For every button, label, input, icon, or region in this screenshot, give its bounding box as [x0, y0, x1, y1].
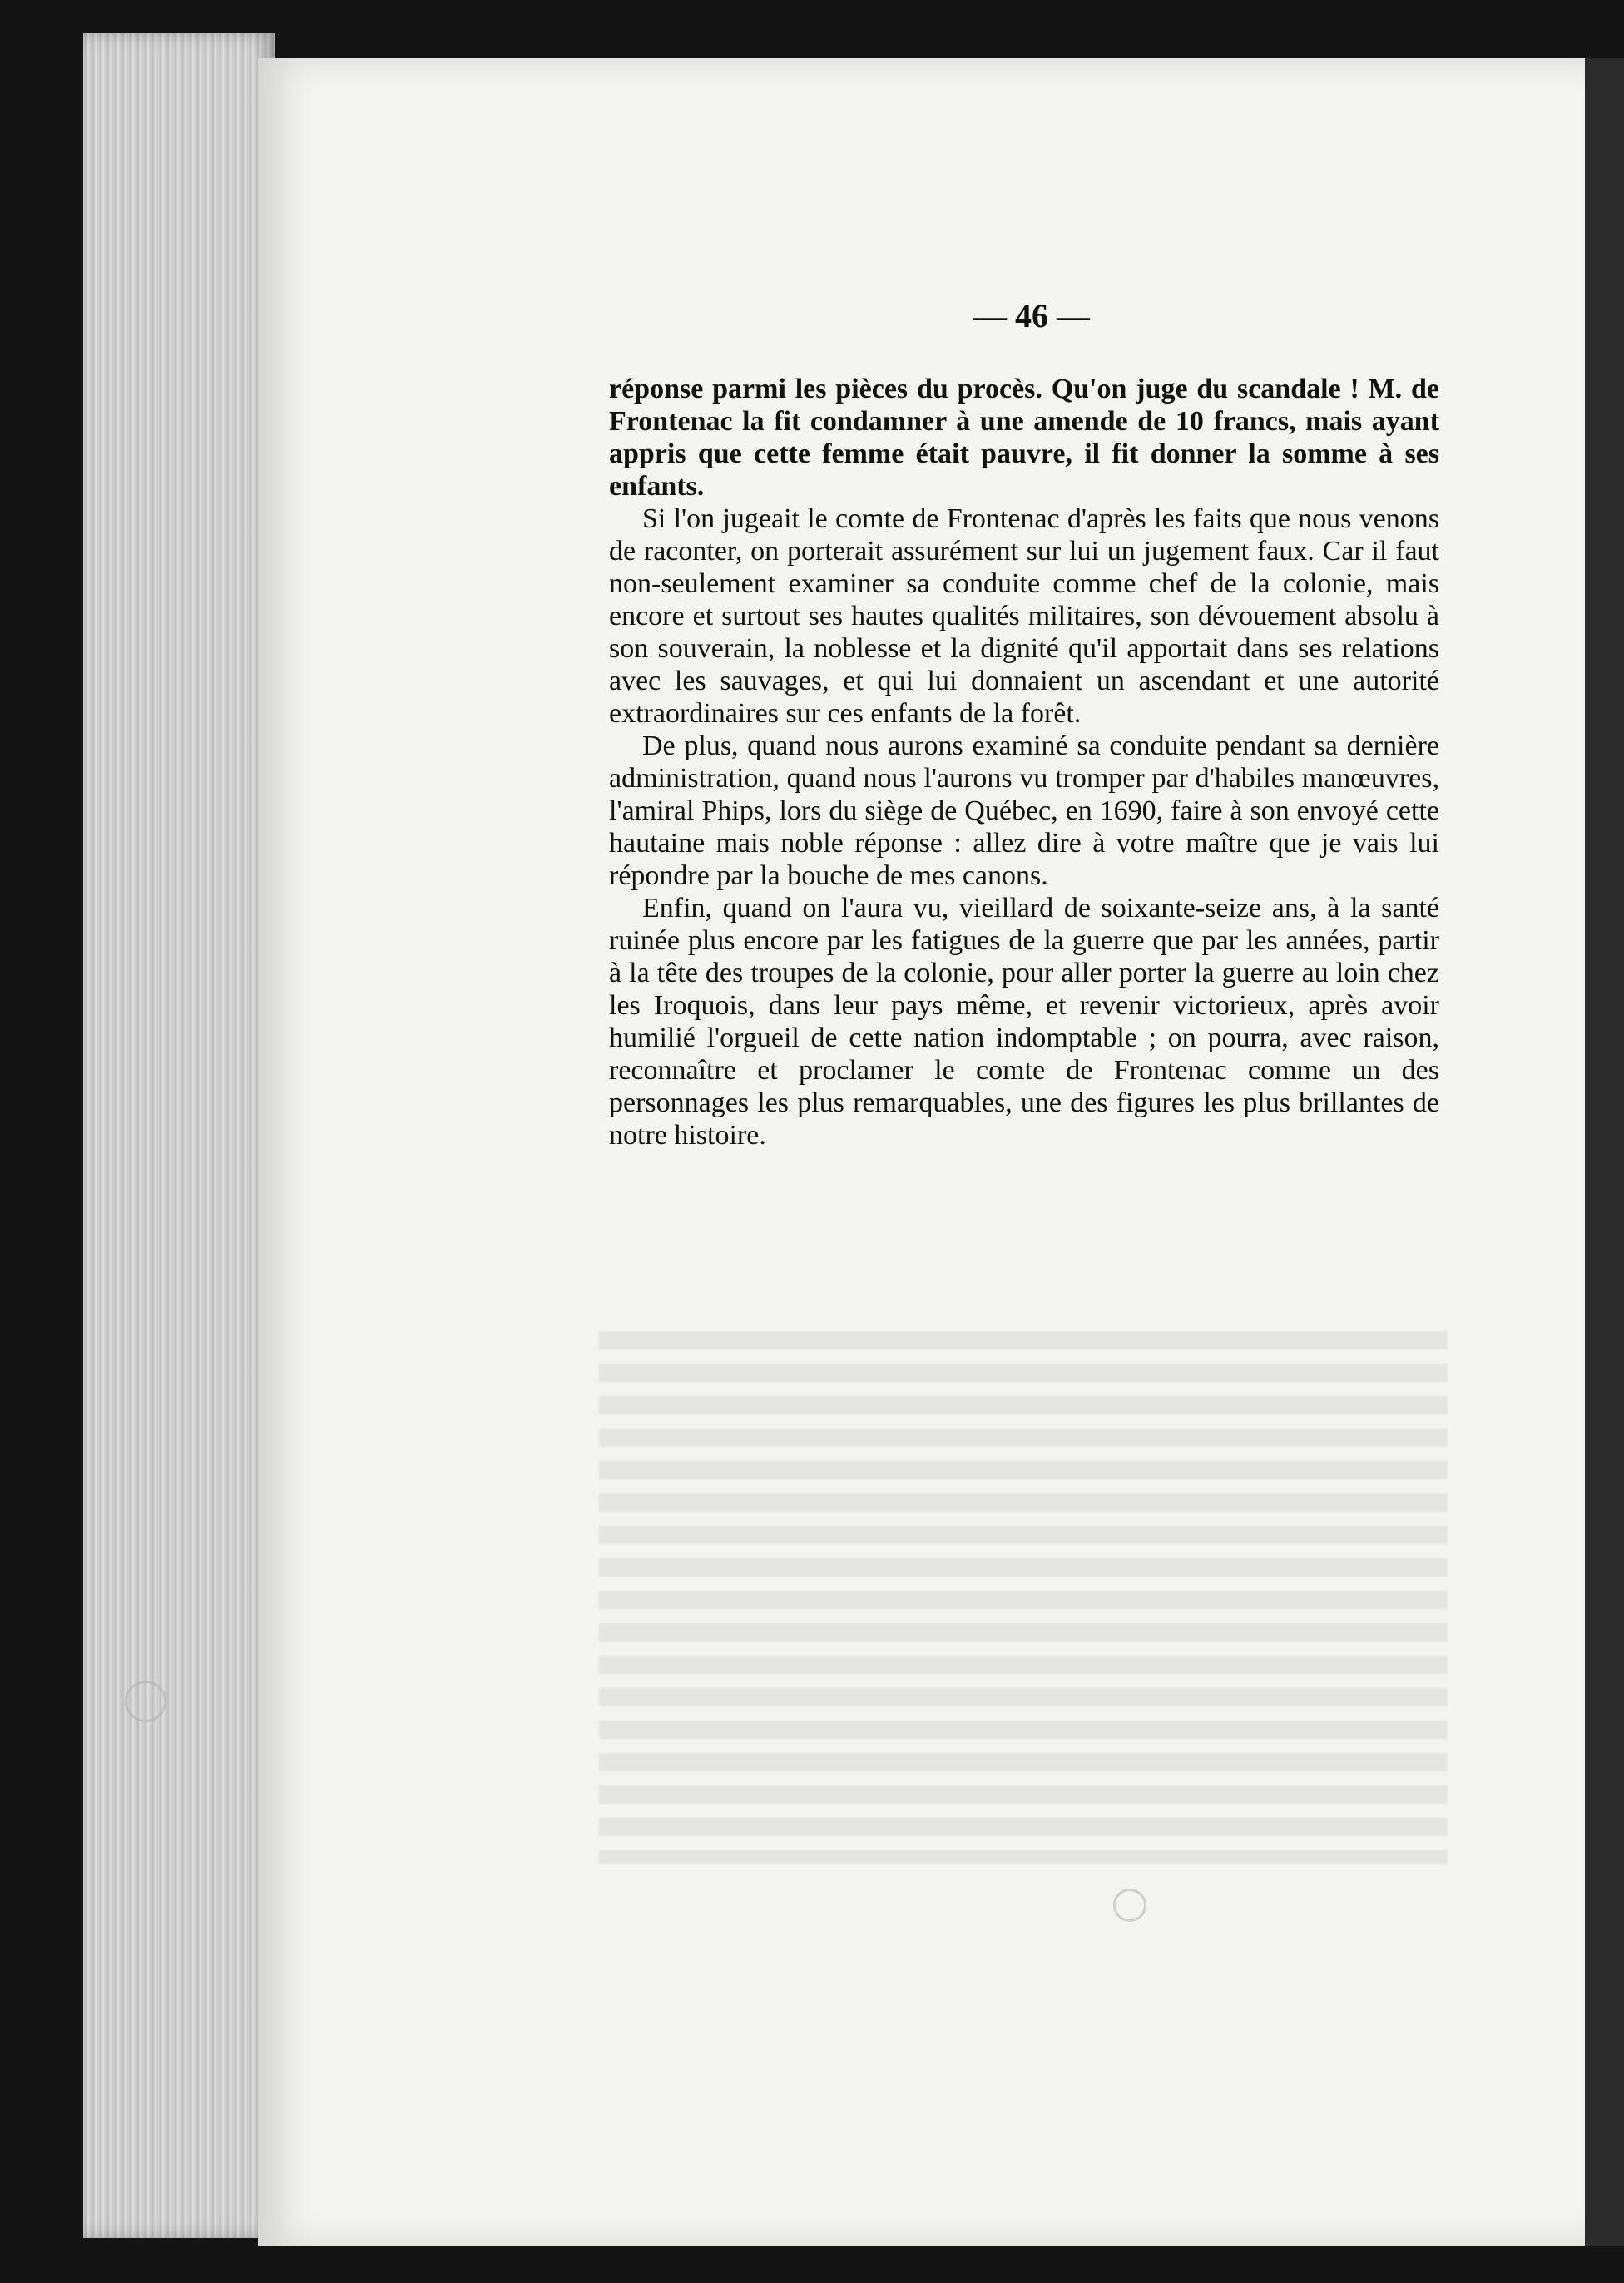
right-binding-shadow: [1585, 58, 1624, 2246]
page-number: — 46 —: [973, 297, 1090, 334]
bleed-through-text: [599, 1331, 1448, 1864]
book-page-edges: [83, 33, 275, 2238]
paper-blemish: [1113, 1889, 1146, 1922]
body-text: [609, 373, 1439, 1151]
paragraph-1: réponse parmi les pièces du procès. Qu'on juge du scandale ! M. de Frontenac la fit condamner à une amende de 10 francs, mais ayant appris que cette femme était pauvre, il fit donner la somme à ses enfants.: [609, 374, 1439, 502]
paragraph-3: De plus, quand nous aurons examiné sa conduite pendant sa dernière administration, quand nous l'aurons vu tromper par d'habiles manœuvres, l'amiral Phips, lors du siège de Québec, en 1690, faire à son envoyé cette hautaine mais noble réponse : allez dire à votre maître que je vais lui répondre par la bouche de mes canons.: [609, 730, 1439, 891]
paragraph-4: Enfin, quand on l'aura vu, vieillard de soixante-seize ans, à la santé ruinée plus encore par les fatigues de la guerre que par les années, partir à la tête des troupes de la colonie, pour aller porter la guerre au loin chez les Iroquois, dans leur pays même, et revenir victorieux, après avoir humilié l'orgueil de cette nation indomptable ; on pourra, avec raison, reconnaître et proclamer le comte de Frontenac comme un des personnages les plus remarquables, une des figures les plus brillantes de notre histoire.: [609, 893, 1439, 1151]
paragraph-2: Si l'on jugeait le comte de Frontenac d'après les faits que nous venons de raconter, on porterait assurément sur lui un jugement faux. Car il faut non-seulement examiner sa conduite comme chef de la colonie, mais encore et surtout ses hautes qualités militaires, son dévouement absolu à son souverain, la noblesse et la dignité qu'il apportait dans ses relations avec les sauvages, et qui lui donnaient un ascendant et une autorité extraordinaires sur ces enfants de la forêt.: [609, 503, 1439, 729]
paper-blemish: [125, 1681, 166, 1722]
